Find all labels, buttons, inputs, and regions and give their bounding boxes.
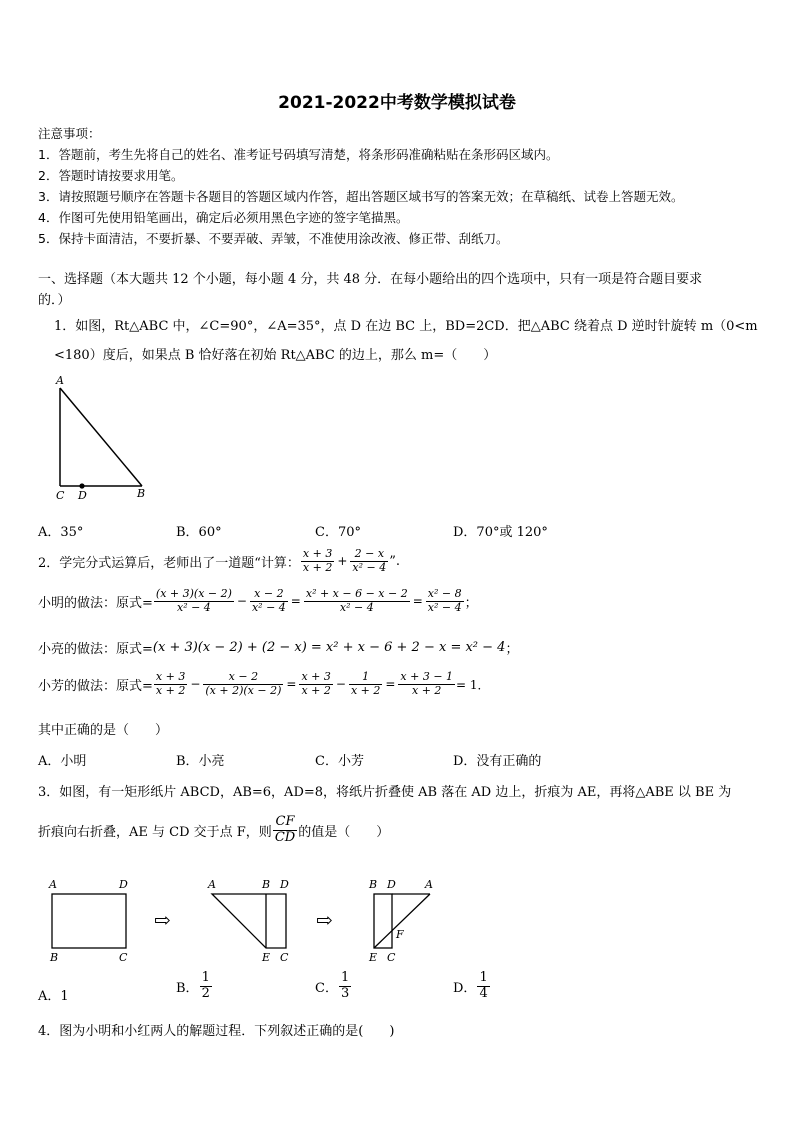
q3-option-c-label: C．	[315, 980, 338, 996]
q2-ming-op1: −	[236, 594, 247, 609]
q3-option-c	[315, 971, 352, 1002]
q1-triangle-figure	[44, 370, 164, 505]
q3-arrow-1-icon: ⇨	[154, 908, 171, 932]
q1-label-c: C	[56, 489, 65, 502]
q3-option-d-den: 4	[479, 985, 488, 1001]
q2-ming-frac4-den: x² − 4	[427, 600, 462, 614]
q3-option-d-label: D．	[453, 980, 477, 996]
q3-option-c-num: 1	[340, 970, 350, 985]
q2-intro-text: 2．学完分式运算后，老师出了一道题“计算：	[38, 555, 300, 571]
q1-option-c: C．70°	[315, 525, 361, 540]
q3-line1: 3．如图，有一矩形纸片 ABCD，AB=6，AD=8，将纸片折叠使 AB 落在 AD 边上，折痕为 AE，再将△ABE 以 BE 为	[38, 785, 732, 800]
q3-option-c-frac	[339, 971, 351, 1002]
q2-ming-frac3-den: x² − 4	[339, 600, 374, 614]
q3-fig1-label-b: B	[50, 951, 59, 964]
q3-option-b-num: 1	[201, 970, 210, 985]
notice-item-4: 4．作图可先使用铅笔画出，确定后必须用黑色字迹的签字笔描黑。	[38, 210, 409, 225]
q3-option-b-label: B．	[176, 980, 199, 996]
q3-option-c-den: 3	[340, 985, 350, 1001]
section-heading-line1: 一、选择题（本大题共 12 个小题，每小题 4 分，共 48 分．在每小题给出的四个选项中，只有一项是符合题目要求	[38, 272, 703, 287]
q3-line2-post: 的值是（ ）	[298, 824, 390, 840]
q2-fang-op2: −	[335, 677, 346, 692]
q3-fig2-label-a: A	[208, 878, 216, 891]
q2-ming-frac4	[426, 588, 464, 614]
q2-fang-frac5-num: x + 3 − 1	[400, 670, 454, 683]
q2-fang-eq1: =	[286, 677, 297, 692]
q1-label-a: A	[56, 374, 64, 387]
q2-ming-end: ；	[464, 595, 478, 611]
q2-ming-frac1-num: (x + 3)(x − 2)	[155, 587, 232, 600]
q2-fang-frac1-den: x + 2	[155, 683, 186, 697]
q2-task-frac1	[301, 548, 334, 574]
q2-ming-eq2: =	[412, 594, 423, 609]
q1-line2: <180）度后，如果点 B 恰好落在初始 Rt△ABC 的边上，那么 m=（ ）	[54, 348, 497, 363]
q2-fang-frac5-den: x + 2	[412, 683, 442, 697]
q2-ming-frac1-den: x² − 4	[176, 600, 211, 614]
q1-option-d: D．70°或 120°	[453, 525, 548, 540]
q2-ming-frac4-num: x² − 8	[427, 587, 462, 600]
notice-item-5: 5．保持卡面清洁，不要折暴、不要弄破、弄皱，不准使用涂改液、修正带、刮纸刀。	[38, 231, 509, 246]
q3-option-d-frac	[477, 971, 489, 1002]
q2-liang-expr: (x + 3)(x − 2) + (2 − x) = x² + x − 6 + 2 − x = x² − 4	[152, 640, 506, 655]
q2-liang-label: 小亮的做法：原式=	[38, 642, 153, 657]
notice-item-2: 2．答题时请按要求用笔。	[38, 168, 184, 183]
q2-ming-frac1	[154, 588, 234, 614]
q2-fang-frac4-den: x + 2	[350, 683, 381, 697]
q3-fig2-shape	[212, 894, 286, 948]
q2-option-a: A．小明	[38, 754, 87, 769]
q3-frac-cf-cd	[273, 815, 297, 846]
q1-option-b: B．60°	[176, 525, 222, 540]
q2-fang-frac4-num: 1	[349, 671, 382, 685]
q2-question: 其中正确的是（ ）	[38, 723, 169, 738]
q2-ming-eq1: =	[290, 594, 301, 609]
q2-fang-op1: −	[190, 677, 201, 692]
q2-task-frac1-num: x + 3	[302, 547, 333, 560]
q2-ming-frac3	[304, 588, 410, 614]
q2-task-frac2-num: 2 − x	[350, 548, 388, 562]
q3-line2-pre: 折痕向右折叠，AE 与 CD 交于点 F，则	[38, 824, 272, 840]
q3-fig2-label-d: D	[280, 878, 289, 891]
q2-fang-frac1	[154, 671, 187, 697]
q2-ming-frac3-num: x² + x − 6 − x − 2	[305, 587, 408, 600]
q3-fig3-label-a: A	[425, 878, 433, 891]
q2-fang-frac2	[203, 671, 283, 697]
q2-liang-end: ；	[505, 642, 519, 657]
q3-fig2-label-b: B	[262, 878, 271, 891]
q2-fang-frac2-num: x − 2	[203, 671, 283, 685]
q2-ming-frac2-num: x − 2	[250, 588, 288, 602]
q2-intro-end: ”.	[389, 553, 401, 569]
q4-line1: 4．图为小明和小红两人的解题过程．下列叙述正确的是( )	[38, 1024, 395, 1039]
q2-task-frac2-den: x² − 4	[352, 560, 387, 574]
q2-fang-end: = 1．	[456, 677, 490, 692]
q2-ming-frac2-den: x² − 4	[251, 600, 286, 614]
q2-fang-frac3-num: x + 3	[301, 670, 331, 683]
q3-fig1-label-a: A	[49, 878, 57, 891]
q1-label-d: D	[78, 489, 87, 502]
q3-fold-figures	[40, 872, 450, 968]
q3-fig2-label-c: C	[280, 951, 289, 964]
q3-fig1-label-d: D	[119, 878, 128, 891]
q2-fang-frac5	[398, 671, 455, 697]
notice-heading: 注意事项：	[38, 126, 101, 141]
q2-fang-frac3-den: x + 2	[301, 683, 331, 697]
q3-frac-den: CD	[274, 829, 296, 845]
q3-fig3-label-f: F	[396, 928, 404, 941]
q2-task-frac2	[350, 548, 388, 574]
section-heading-line2: 的．）	[38, 293, 71, 308]
q3-option-b-frac	[200, 971, 212, 1002]
q2-fang-label: 小芳的做法：原式=	[38, 678, 153, 694]
q2-fang-frac4	[349, 671, 382, 697]
q2-task-frac1-den: x + 2	[302, 560, 333, 574]
q3-fig3-label-d: D	[387, 878, 396, 891]
q3-option-d-num: 1	[479, 970, 488, 985]
q2-ming-label: 小明的做法：原式=	[38, 595, 153, 611]
notice-item-1: 1．答题前，考生先将自己的姓名、准考证号码填写清楚，将条形码准确粘贴在条形码区域内。	[38, 147, 559, 162]
q2-option-b: B．小亮	[176, 754, 225, 769]
q3-option-b-den: 2	[201, 985, 210, 1001]
q1-option-a: A．35°	[38, 525, 84, 540]
q2-ming-frac2	[250, 588, 288, 614]
q2-fang-line	[38, 671, 490, 697]
q3-fig2-label-e: E	[262, 951, 271, 964]
q2-liang-line	[38, 638, 518, 657]
q3-fig1-label-c: C	[119, 951, 128, 964]
q2-fang-frac1-num: x + 3	[155, 670, 186, 683]
q3-frac-num: CF	[273, 815, 297, 831]
q2-intro	[38, 548, 400, 574]
q2-fang-frac3	[299, 671, 332, 697]
q2-task-op: +	[337, 554, 348, 569]
q1-side-ab	[60, 388, 142, 486]
q3-arrow-2-icon: ⇨	[316, 908, 333, 932]
q2-fang-frac2-den: (x + 2)(x − 2)	[205, 683, 282, 697]
q1-line1: 1．如图，Rt△ABC 中，∠C=90°，∠A=35°，点 D 在边 BC 上，BD=2CD．把△ABC 绕着点 D 逆时针旋转 m（0<m	[54, 319, 758, 334]
q2-option-c: C．小芳	[315, 754, 364, 769]
q3-fig1-rectangle	[52, 894, 126, 948]
q3-fig3-label-b: B	[369, 878, 378, 891]
q2-option-d: D．没有正确的	[453, 754, 542, 769]
page-title: 2021-2022中考数学模拟试卷	[278, 93, 516, 113]
q2-ming-line	[38, 588, 478, 614]
q3-line2	[38, 815, 389, 846]
q3-fig3-label-e: E	[369, 951, 378, 964]
q3-option-a: A．1	[38, 989, 69, 1004]
q3-fig3-label-c: C	[387, 951, 396, 964]
notice-item-3: 3．请按照题号顺序在答题卡各题目的答题区域内作答，超出答题区域书写的答案无效；在草稿纸、试卷上答题无效。	[38, 189, 684, 204]
q3-option-d	[453, 971, 491, 1002]
q3-option-b	[176, 971, 213, 1002]
q2-fang-eq2: =	[385, 677, 396, 692]
q1-point-d	[79, 483, 84, 488]
q1-label-b: B	[137, 487, 146, 500]
